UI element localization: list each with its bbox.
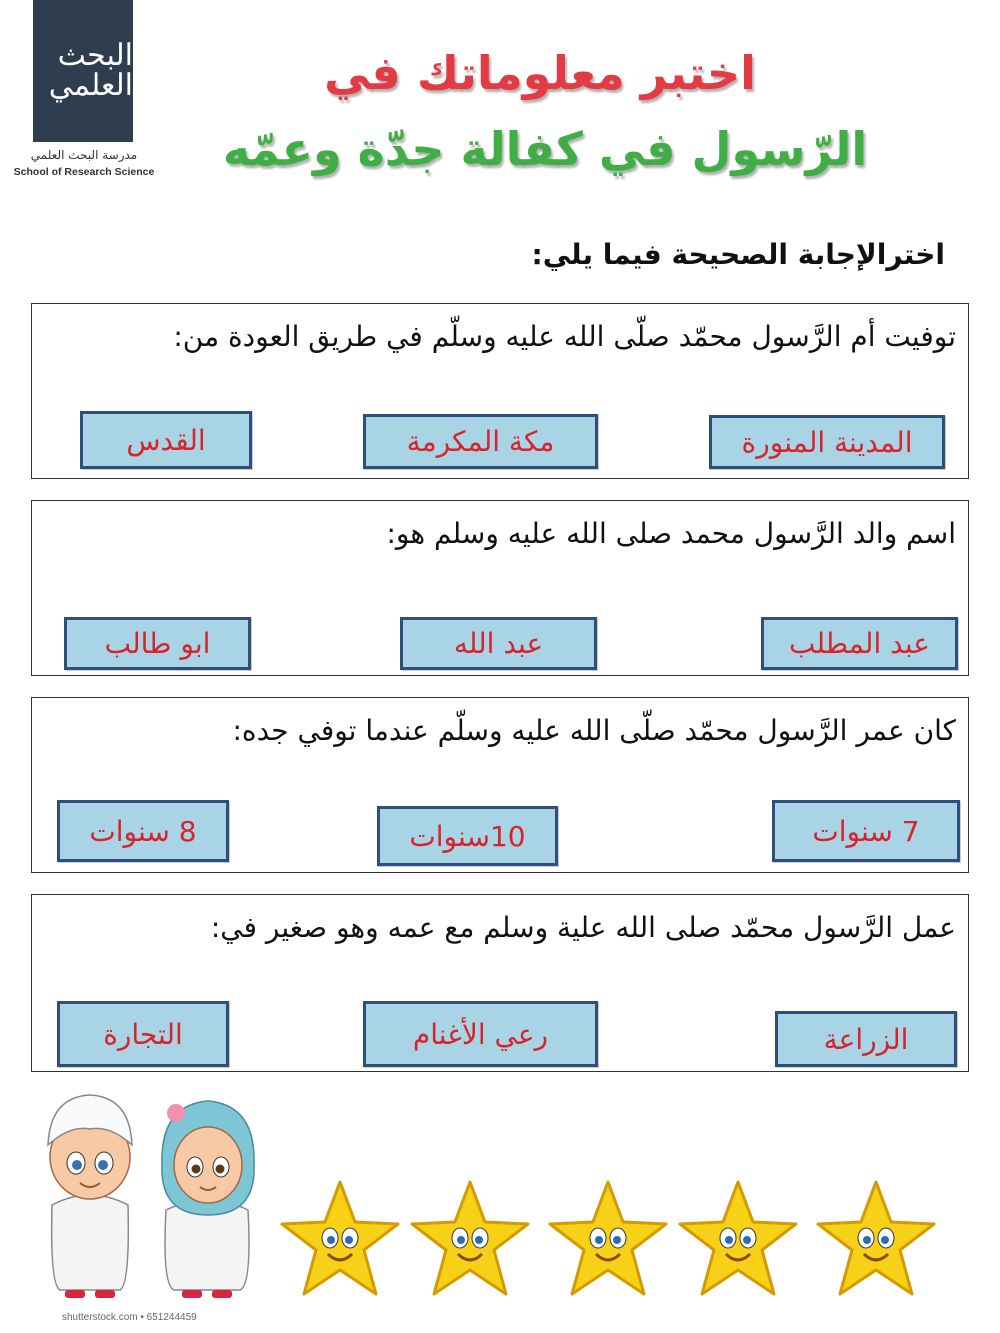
question-text: توفيت أم الرَّسول محمّد صلّى الله عليه وسلّم في طريق العودة من: bbox=[173, 320, 956, 353]
girl-figure bbox=[162, 1101, 254, 1298]
smiling-star-icon bbox=[408, 1178, 532, 1302]
question-panel-1 bbox=[31, 303, 969, 479]
answer-option[interactable]: ابو طالب bbox=[64, 617, 251, 670]
answer-option[interactable]: 7 سنوات bbox=[772, 800, 960, 862]
smiling-star-icon bbox=[814, 1178, 938, 1302]
answer-option[interactable]: التجارة bbox=[57, 1001, 229, 1067]
question-panel-4 bbox=[31, 894, 969, 1072]
kids-illustration bbox=[30, 1085, 270, 1300]
logo-calligraphy: البحث العلمي bbox=[48, 38, 133, 103]
answer-option[interactable]: القدس bbox=[80, 411, 252, 469]
answer-option[interactable]: المدينة المنورة bbox=[709, 415, 945, 469]
logo-english-name: School of Research Science bbox=[13, 166, 155, 178]
question-panel-2 bbox=[31, 500, 969, 676]
answer-option[interactable]: 8 سنوات bbox=[57, 800, 229, 862]
question-text: عمل الرَّسول محمّد صلى الله علية وسلم مع عمه وهو صغير في: bbox=[210, 911, 956, 944]
logo-arabic-name: مدرسة البحث العلمي bbox=[30, 148, 138, 162]
smiling-star-icon bbox=[676, 1178, 800, 1302]
answer-option[interactable]: عبد الله bbox=[400, 617, 597, 670]
answer-option[interactable]: 10سنوات bbox=[377, 806, 558, 866]
answer-option[interactable]: عبد المطلب bbox=[761, 617, 958, 670]
school-logo bbox=[33, 0, 133, 142]
instruction-text: اخترالإجابة الصحيحة فيما يلي: bbox=[531, 238, 945, 271]
stock-credit: shutterstock.com • 651244459 bbox=[62, 1312, 197, 1323]
answer-option[interactable]: مكة المكرمة bbox=[363, 414, 598, 469]
question-panel-3 bbox=[31, 697, 969, 873]
boy-figure bbox=[48, 1095, 132, 1298]
page-title-line-2: الرّسول في كفالة جدّة وعمّه bbox=[222, 122, 868, 176]
smiling-star-icon bbox=[278, 1178, 402, 1302]
question-text: اسم والد الرَّسول محمد صلى الله عليه وسلم هو: bbox=[386, 517, 956, 550]
page-title-line-1: اختبر معلوماتك في bbox=[324, 46, 756, 100]
answer-option[interactable]: رعي الأغنام bbox=[363, 1001, 598, 1067]
question-text: كان عمر الرَّسول محمّد صلّى الله عليه وسلّم عندما توفي جده: bbox=[232, 714, 956, 747]
smiling-star-icon bbox=[546, 1178, 670, 1302]
answer-option[interactable]: الزراعة bbox=[775, 1011, 957, 1067]
